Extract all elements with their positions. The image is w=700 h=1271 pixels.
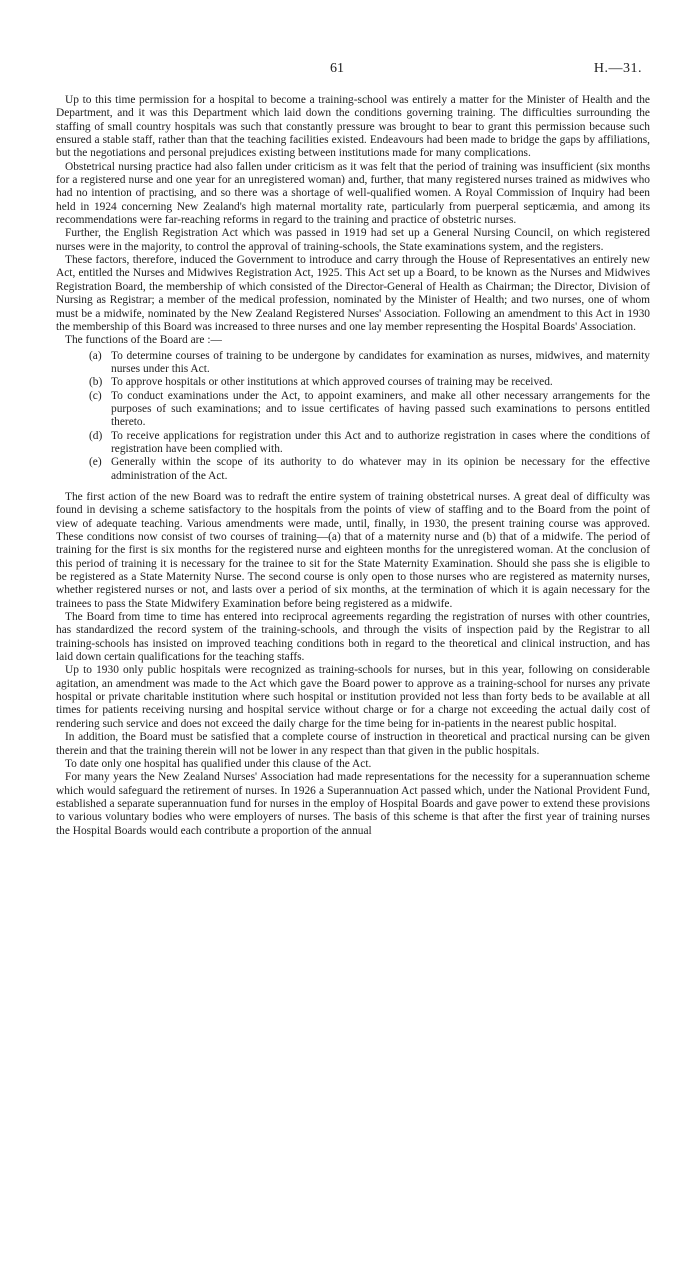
paragraph-training-permission: Up to this time permission for a hospital to become a training-school was entirely a matter for the Minister of Health and the Department, and it was this Department which laid down the conditions governing training. The difficulties surrounding the staffing of small country hospitals was such that constantly pressure was brought to bear to grant this permission because such ensured a stable staff, rather than that the teaching facilities existed. Endeavours had been made to bridge the gaps by affiliations, but the negotiations and personal prejudices existing between institutions made for many complications. <box>56 94 650 160</box>
list-item-text: To receive applications for registration under this Act and to authorize registration in cases where the conditions of registration have been complied with. <box>111 429 650 455</box>
list-item <box>56 376 650 389</box>
list-item <box>56 350 650 377</box>
paragraph-english-act: Further, the English Registration Act which was passed in 1919 had set up a General Nursing Council, on which registered nurses were in the majority, to control the approval of training-schools, the State examinations system, and the registers. <box>56 227 650 253</box>
paragraph-obstetrical-criticism: Obstetrical nursing practice had also fallen under criticism as it was felt that the period of training was insufficient (six months for a registered nurse and one year for an unregistered woman) and, further, that many registered nurses trained as midwives who had no intention of practising, and so there was a shortage of well-qualified women. A Royal Commission of Inquiry had been held in 1924 concerning New Zealand's high maternal mortality rate, particularly from puerperal septicæmia, and among its recommendations were far-reaching reforms in regard to the training and practice of obstetric nurses. <box>56 160 650 227</box>
list-marker: (e) <box>89 456 102 469</box>
document-code: H.—31. <box>593 61 642 76</box>
paragraph-superannuation: For many years the New Zealand Nurses' Association had made representations for the necessity for a superannuation scheme which would safeguard the retirement of nurses. In 1926 a Superannuation Act passed which, under the National Provident Fund, established a separate superannuation fund for nurses in the employ of Hospital Boards and gave power to extend these provisions to various voluntary bodies who were employers of nurses. The basis of this scheme is that after the first year of training nurses the Hospital Boards would each contribute a proportion of the annual <box>56 771 650 837</box>
list-item <box>56 390 650 430</box>
paragraph-one-hospital: To date only one hospital has qualified under this clause of the Act. <box>65 757 372 770</box>
list-marker: (d) <box>89 429 103 442</box>
list-item-text: To determine courses of training to be undergone by candidates for examination as nurses, midwives, and maternity nurses under this Act. <box>111 349 650 375</box>
page-number: 61 <box>330 61 344 76</box>
body-text <box>56 94 650 838</box>
paragraph-new-act: These factors, therefore, induced the Government to introduce and carry through the House of Representatives an entirely new Act, entitled the Nurses and Midwives Registration Act, 1925. This Act set up a Board, to be known as the Nurses and Midwives Registration Board, the membership of which consisted of the Director-General of Health as Chairman; the Director, Division of Nursing as Registrar; a member of the medical profession, nominated by the Minister of Health; and two nurses, one of whom must be a midwife, nominated by the New Zealand Registered Nurses' Association. Following an amendment to this Act in 1930 the membership of this Board was increased to three nurses and one lay member representing the Hospital Boards' Association. <box>56 254 650 333</box>
list-item-text: Generally within the scope of its authority to do whatever may in its opinion be necessary for the effective administration of the Act. <box>111 456 650 482</box>
paragraph-functions-intro: The functions of the Board are :— <box>65 334 222 347</box>
list-item-text: To conduct examinations under the Act, to appoint examiners, and make all other necessary arrangements for the purposes of such examinations; and to issue certificates of having passed such examinations to persons entitled thereto. <box>111 389 650 429</box>
list-item <box>56 456 650 483</box>
list-marker: (a) <box>89 349 102 362</box>
paragraph-board-satisfied: In addition, the Board must be satisfied that a complete course of instruction in theoretical and practical nursing can be given therein and that the training therein will not be lower in any respect than that given in the public hospitals. <box>56 731 650 757</box>
list-marker: (c) <box>89 389 102 402</box>
list-marker: (b) <box>89 376 103 389</box>
list-item-text: To approve hospitals or other institutions at which approved courses of training may be received. <box>111 376 553 389</box>
functions-list <box>56 350 650 483</box>
paragraph-board-first-action: The first action of the new Board was to redraft the entire system of training obstetrical nurses. A great deal of difficulty was found in devising a scheme satisfactory to the hospitals from the points of view of staffing and to the Board from the point of view of adequate teaching. Various amendments were made, until, finally, in 1930, the present training course was approved. These conditions now consist of two courses of training—(a) that of a maternity nurse and (b) that of a midwife. The period of training for the first is six months for the registered nurse and eighteen months for the unregistered woman. At the conclusion of this period of training it is necessary for the trainee to sit for the State Maternity Examination. Should she pass she is eligible to be registered as a State Maternity Nurse. The second course is only open to those nurses who are registered as maternity nurses, whether registered nurses or not, and lasts over a period of six months, at the termination of which it is again necessary for the trainees to pass the State Midwifery Examination before being registered as a midwife. <box>56 490 650 610</box>
list-item <box>56 430 650 457</box>
paragraph-reciprocal-agreements: The Board from time to time has entered into reciprocal agreements regarding the registration of nurses with other countries, has standardized the record system of the training-schools, and through the visits of inspection paid by the Registrar to all training-schools has insisted on improved teaching conditions both in regard to the theoretical and clinical instruction, and has laid down certain qualifications for the teaching staffs. <box>56 611 650 664</box>
paragraph-private-hospitals: Up to 1930 only public hospitals were recognized as training-schools for nurses, but in this year, following on considerable agitation, an amendment was made to the Act which gave the Board power to approve as a training-school for nurses any private hospital or private charitable institution where such hospital or institution provided not less than forty beds to be available at all times for patients receiving nursing and hospital service without charge or for a charge not exceeding the actual daily cost of rendering such service and does not exceed the daily charge for the time being for in-patients in the nearest public hospital. <box>56 664 650 730</box>
